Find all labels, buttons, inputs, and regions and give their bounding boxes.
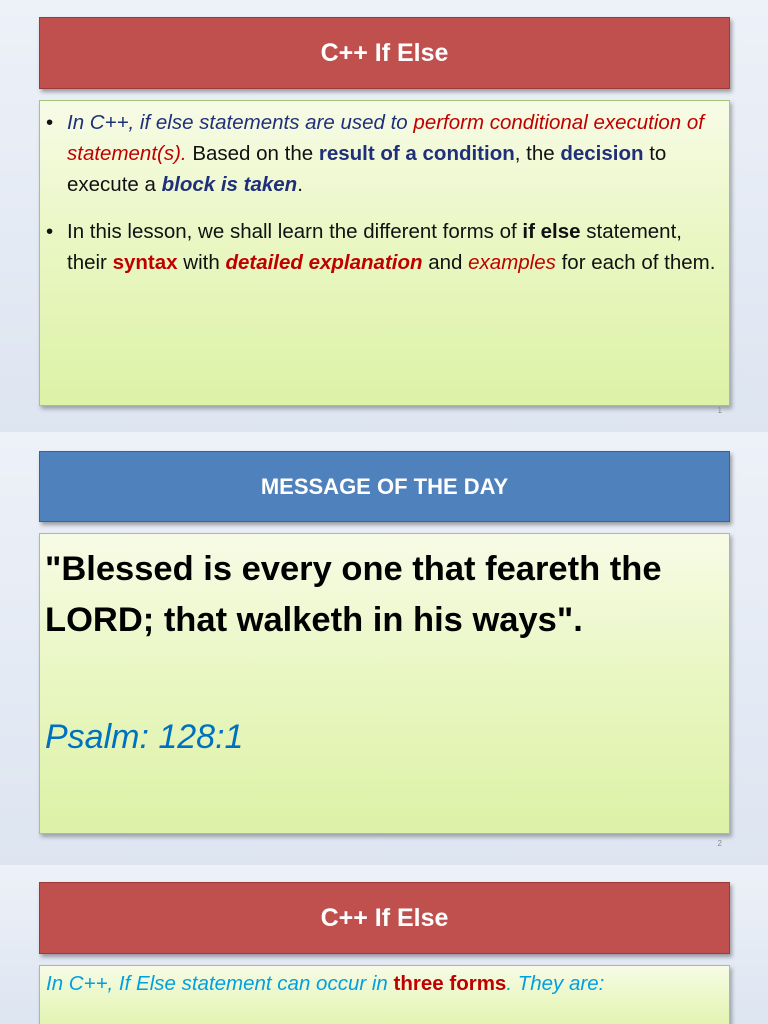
intro-part-3: . They are:: [506, 972, 605, 995]
bullet-1-part-5: , the: [514, 142, 555, 165]
slide-3: [0, 865, 768, 1024]
bullet-1-part-6: decision: [560, 142, 644, 165]
bullet-2-part-2: if else: [522, 220, 581, 243]
slide-1-title: C++ If Else: [320, 38, 449, 67]
slide-1-title-bar: [39, 17, 730, 89]
intro-part-1: In C++, If Else statement can occur in: [46, 972, 388, 995]
bullet-2-part-8: examples: [468, 251, 556, 274]
bullet-2-part-1: In this lesson, we shall learn the different forms of: [67, 220, 517, 243]
slide-1-number: 1: [717, 406, 722, 415]
bullet-dot-icon: •: [46, 111, 54, 134]
quote-text: "Blessed is every one that feareth the LORD; that walketh in his ways".: [45, 550, 662, 639]
slide-3-title-bar: [39, 882, 730, 954]
bullet-2-part-6: detailed explanation: [225, 251, 423, 274]
slide-3-content-box: [39, 965, 730, 1024]
bullet-2-part-9: for each of them.: [561, 251, 716, 274]
bullet-2-part-7: and: [428, 251, 463, 274]
slide-3-title: C++ If Else: [320, 903, 449, 932]
bullet-1-part-8: block is taken: [161, 173, 298, 196]
bullet-dot-icon: •: [46, 220, 54, 243]
bullet-2-part-5: with: [183, 251, 220, 274]
slide-1-bullet-1: [40, 107, 721, 200]
bullet-1-part-2: perform conditional execution of statement(s).: [67, 111, 705, 165]
quote-reference: Psalm: 128:1: [45, 718, 244, 756]
slide-2: [0, 432, 768, 865]
slide-1-bullet-list: [40, 107, 721, 278]
slide-1-bullet-2: [40, 216, 721, 278]
bullet-1-part-9: .: [297, 173, 303, 196]
slide-2-title-bar: [39, 451, 730, 522]
slide-2-content-box: [39, 533, 730, 834]
slide-1: [0, 0, 768, 432]
slide-2-title: MESSAGE OF THE DAY: [260, 473, 509, 499]
bullet-1-part-7: to execute a: [67, 142, 667, 196]
bullet-2-part-3: statement, their: [67, 220, 682, 274]
intro-part-2: three forms: [393, 972, 507, 995]
bullet-1-part-1: In C++, if else statements are used to: [67, 111, 408, 134]
slide-2-number: 2: [717, 839, 722, 848]
bullet-1-part-3: Based on the: [192, 142, 314, 165]
bullet-1-part-4: result of a condition: [318, 142, 515, 165]
bullet-2-part-4: syntax: [112, 251, 178, 274]
slide-3-intro-line: [46, 972, 604, 996]
slide-1-content-box: [39, 100, 730, 406]
